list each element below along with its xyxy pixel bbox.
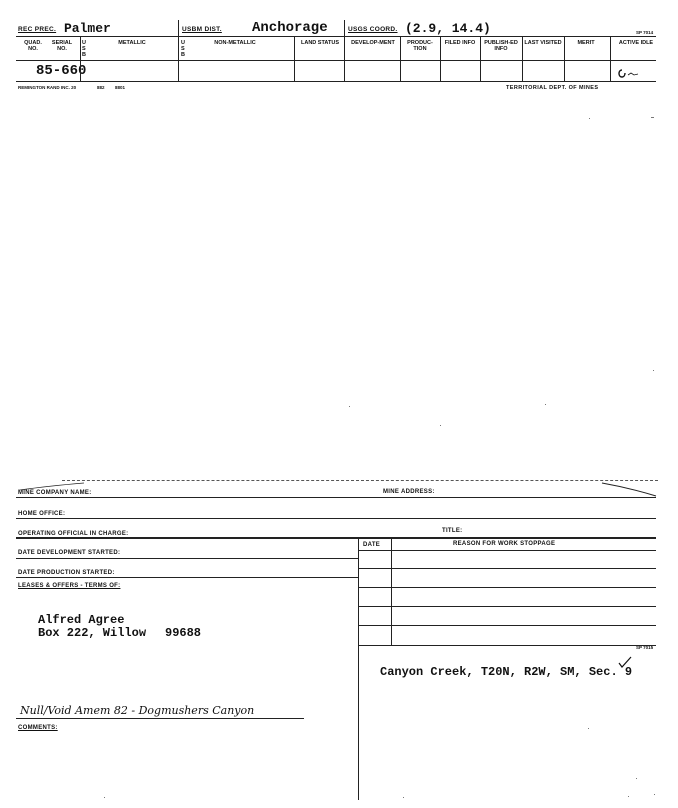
rec-prec-value: Palmer [64, 21, 111, 36]
scan-speck [589, 118, 590, 119]
scan-speck [104, 797, 105, 798]
scan-speck [440, 425, 441, 426]
col-serial: SERIAL NO. [51, 40, 73, 52]
scan-speck [588, 728, 589, 729]
divider [80, 37, 81, 60]
rule [358, 587, 656, 588]
card-top-edge [62, 480, 658, 481]
handwritten-note: Null/Void Amem 82 - Dogmushers Canyon [20, 704, 255, 717]
lessee-zip: 99688 [165, 626, 202, 640]
usgs-coord-value: (2.9, 14.4) [405, 21, 491, 36]
divider [564, 37, 565, 81]
rule [358, 625, 656, 626]
divider [391, 537, 392, 645]
divider [178, 20, 179, 81]
col-land-status: LAND STATUS [301, 40, 339, 46]
lessee-address: Box 222, Willow [38, 626, 147, 640]
col-development: DEVELOP-MENT [351, 40, 395, 46]
home-office-label: HOME OFFICE: [18, 511, 66, 517]
date-prod-started-label: DATE PRODUCTION STARTED: [18, 570, 115, 576]
col-usb-2: U S B [181, 40, 185, 58]
divider [344, 20, 345, 81]
rule [16, 60, 656, 61]
scan-speck [349, 406, 350, 407]
divider [522, 37, 523, 81]
rule [16, 537, 656, 539]
usbm-dist-label: USBM DIST. [182, 26, 222, 33]
printer-code-2: 8801 [115, 85, 126, 90]
scan-speck [653, 370, 654, 371]
rule [358, 645, 656, 646]
divider [400, 37, 401, 81]
reason-col-label: REASON FOR WORK STOPPAGE [453, 541, 556, 547]
col-filed-info: FILED INFO [444, 40, 476, 46]
divider [480, 37, 481, 81]
rule [358, 606, 656, 607]
divider [294, 37, 295, 81]
rule [358, 550, 656, 551]
location: Canyon Creek, T20N, R2W, SM, Sec. 9 [380, 665, 633, 679]
mine-company-name-label: MINE COMPANY NAME: [18, 490, 92, 496]
divider [80, 60, 81, 81]
col-last-visited: LAST VISITED [524, 40, 562, 46]
rule [16, 36, 656, 37]
scan-speck [651, 117, 654, 118]
col-active-idle: ACTIVE IDLE [618, 40, 654, 46]
rule [16, 497, 656, 498]
active-check-mark [616, 68, 642, 80]
col-non-metallic: NON-METALLIC [214, 40, 256, 46]
comments-label: COMMENTS: [18, 725, 58, 731]
date-col-label: DATE [363, 542, 381, 548]
rec-prec-label: REC PREC. [18, 26, 57, 33]
department-label: TERRITORIAL DEPT. OF MINES [506, 85, 599, 91]
usgs-coord-label: USGS COORD. [348, 26, 398, 33]
printer-code-1: 882 [97, 85, 105, 90]
date-dev-started-label: DATE DEVELOPMENT STARTED: [18, 550, 121, 556]
col-merit: MERIT [577, 40, 595, 46]
divider [610, 37, 611, 81]
title-label: TITLE: [442, 528, 463, 534]
printer-line: REMINGTON RAND INC. 20 [18, 85, 77, 90]
lessee-name: Alfred Agree [38, 613, 125, 627]
rule [16, 518, 656, 519]
scan-speck [545, 404, 546, 405]
rule [16, 558, 358, 559]
mine-address-label: MINE ADDRESS: [383, 489, 435, 495]
scan-speck [636, 778, 637, 779]
scan-speck [403, 797, 404, 798]
form-number: SP 7014 [636, 30, 654, 35]
form-number-2: SP 7015 [636, 645, 654, 650]
col-published-info: PUBLISH-ED INFO [484, 40, 518, 52]
col-quad: QUAD. NO. [24, 40, 42, 52]
col-usb: U S B [82, 40, 86, 58]
col-production: PRODUC-TION [407, 40, 433, 52]
handwritten-check-mark [617, 655, 633, 669]
rule [16, 81, 656, 82]
usbm-dist-value: Anchorage [252, 20, 328, 36]
divider [440, 37, 441, 81]
rule [16, 577, 358, 578]
quad-serial-value: 85-660 [36, 63, 87, 79]
rule [358, 568, 656, 569]
rule [16, 718, 304, 719]
col-metallic: METALLIC [118, 40, 146, 46]
scan-speck [654, 794, 655, 795]
operating-official-label: OPERATING OFFICIAL IN CHARGE: [18, 531, 129, 537]
divider [358, 537, 359, 800]
leases-label: LEASES & OFFERS - TERMS OF: [18, 583, 121, 589]
scan-speck [628, 796, 629, 797]
card-corner-mark [600, 480, 658, 498]
